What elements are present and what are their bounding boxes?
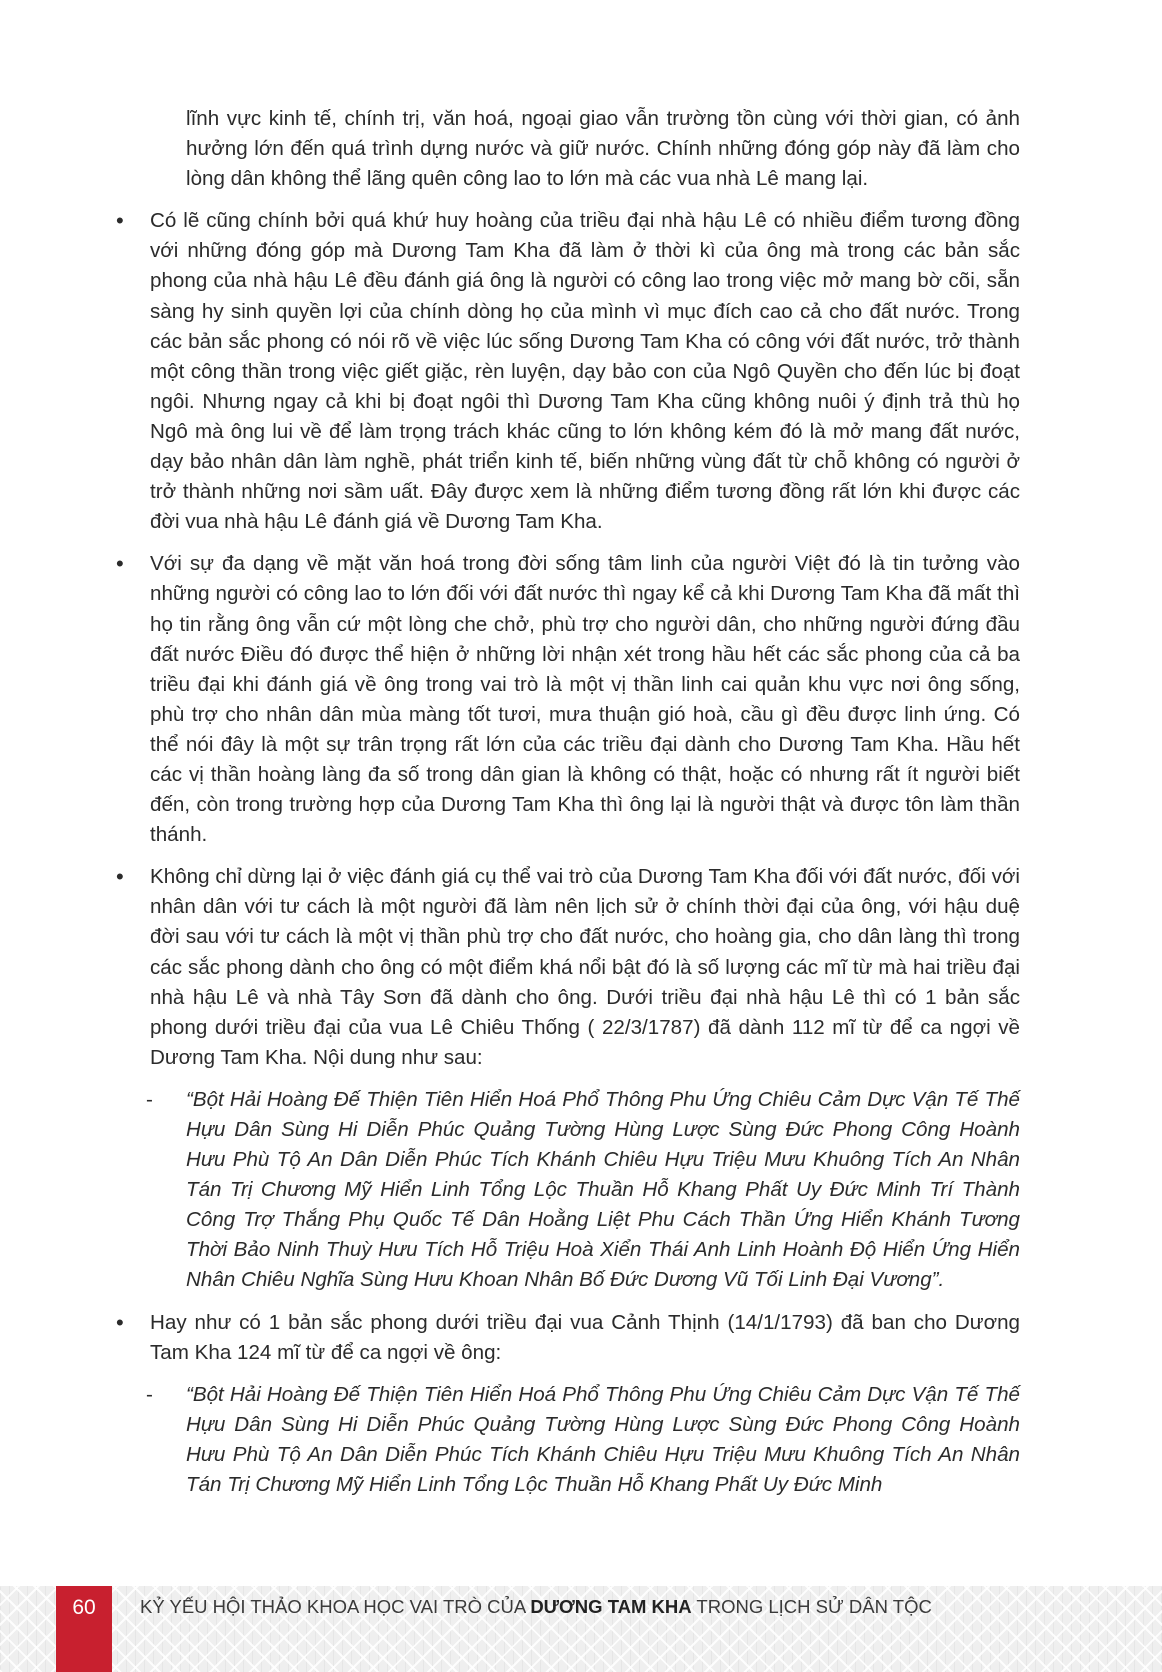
running-title-part: TRONG LỊCH SỬ DÂN TỘC [691,1596,932,1617]
page-body [116,104,1020,1512]
running-title [140,1596,932,1618]
bullet-icon: • [116,864,124,890]
bullet-paragraph-1 [116,206,1020,537]
bullet-paragraph-3 [116,862,1020,1073]
bullet-text: Không chỉ dừng lại ở việc đánh giá cụ thể vai trò của Dương Tam Kha đối với đất nước, đối với nhân dân với tư cách là một người đã làm nên lịch sử ở chính thời đại của ông, với hậu duệ đời sau với tư cách là một vị thần phù trợ cho đất nước, cho hoàng gia, cho dân làng thì trong các sắc phong dành cho ông có một điểm khá nổi bật đó là số lượng các mĩ từ mà hai triều đại nhà hậu Lê và nhà Tây Sơn đã dành cho ông. Dưới triều đại nhà hậu Lê thì có 1 bản sắc phong dưới triều đại của vua Lê Chiêu Thống ( 22/3/1787) đã dành 112 mĩ từ để ca ngợi về Dương Tam Kha. Nội dung như sau: [150,865,1020,1069]
bullet-paragraph-2 [116,549,1020,850]
bullet-icon: • [116,208,124,234]
dash-icon: - [146,1382,153,1406]
running-title-emphasis: DƯƠNG TAM KHA [530,1596,692,1617]
bullet-text: Có lẽ cũng chính bởi quá khứ huy hoàng của triều đại nhà hậu Lê có nhiều điểm tương đồng với những đóng góp mà Dương Tam Kha đã làm ở thời kì của ông mà trong các bản sắc phong của nhà hậu Lê đều đánh giá ông là người có công lao trong việc mở mang bờ cõi, sẵn sàng hy sinh quyền lợi của chính dòng họ của mình vì mục đích cao cả cho đất nước. Trong các bản sắc phong có nói rõ về việc lúc sống Dương Tam Kha có công với đất nước, trở thành một công thần trong việc giết giặc, rèn luyện, dạy bảo con của Ngô Quyền cho đến lúc bị đoạt ngôi. Nhưng ngay cả khi bị đoạt ngôi thì Dương Tam Kha cũng không nuôi ý định trả thù họ Ngô mà ông lui về để làm trọng trách khác cũng to lớn không kém đó là mở mang đất nước, dạy bảo nhân dân làm nghề, phát triển kinh tế, biến những vùng đất từ chỗ không có người ở trở thành những nơi sầm uất. Đây được xem là những điểm tương đồng rất lớn khi được các đời vua nhà hậu Lê đánh giá về Dương Tam Kha. [150,209,1020,534]
quote-text: “Bột Hải Hoàng Đế Thiện Tiên Hiển Hoá Phổ Thông Phu Ứng Chiêu Cảm Dực Vận Tế Thế Hựu Dân Sùng Hi Diễn Phúc Quảng Tường Hùng Lược Sùng Đức Phong Công Hoành Hưu Phù Tộ An Dân Diễn Phúc Tích Khánh Chiêu Hựu Triệu Mưu Khuông Tích An Nhân Tán Trị Chương Mỹ Hiển Linh Tổng Lộc Thuần Hỗ Khang Phất Uy Đức Minh [186,1382,1020,1497]
dash-icon: - [146,1087,153,1111]
bullet-text: Hay như có 1 bản sắc phong dưới triều đại vua Cảnh Thịnh (14/1/1793) đã ban cho Dương Tam Kha 124 mĩ từ để ca ngợi về ông: [150,1310,1020,1364]
quote-block-1 [116,1085,1020,1296]
bullet-icon: • [116,551,124,577]
running-title-part: KỶ YẾU HỘI THẢO KHOA HỌC VAI TRÒ CỦA [140,1596,531,1617]
quote-block-2 [116,1380,1020,1500]
bullet-icon: • [116,1309,124,1335]
quote-text: “Bột Hải Hoàng Đế Thiện Tiên Hiển Hoá Phổ Thông Phu Ứng Chiêu Cảm Dực Vận Tế Thế Hựu Dân Sùng Hi Diễn Phúc Quảng Tường Hùng Lược Sùng Đức Phong Công Hoành Hưu Phù Tộ An Dân Diễn Phúc Tích Khánh Chiêu Hựu Triệu Mưu Khuông Tích An Nhân Tán Trị Chương Mỹ Hiển Linh Tổng Lộc Thuần Hỗ Khang Phất Uy Đức Minh Trí Thành Công Trợ Thắng Phụ Quốc Tế Dân Hoằng Liệt Phu Cách Thần Ứng Hiển Khánh Tương Thời Bảo Ninh Thuỳ Hưu Tích Hỗ Triệu Hoà Xiển Thái Anh Linh Hoành Độ Hiển Ứng Hiển Nhân Chiêu Nghĩa Sùng Hưu Khoan Nhân Bố Đức Dương Vũ Tối Linh Đại Vương”. [186,1087,1020,1292]
bullet-paragraph-4 [116,1308,1020,1368]
page-footer [0,1586,1162,1672]
continued-paragraph: lĩnh vực kinh tế, chính trị, văn hoá, ngoại giao vẫn trường tồn cùng với thời gian, có ảnh hưởng lớn đến quá trình dựng nước và giữ nước. Chính những đóng góp này đã làm cho lòng dân không thể lãng quên công lao to lớn mà các vua nhà Lê mang lại. [186,107,1020,191]
bullet-text: Với sự đa dạng về mặt văn hoá trong đời sống tâm linh của người Việt đó là tin tưởng vào những người có công lao to lớn đối với đất nước thì ngay kể cả khi Dương Tam Kha đã mất thì họ tin rằng ông vẫn cứ một lòng che chở, phù trợ cho người dân, cho những người đứng đầu đất nước Điều đó được thể hiện ở những lời nhận xét trong hầu hết các sắc phong của cả ba triều đại khi đánh giá về ông trong vai trò là một vị thần linh cai quản khu vực nơi ông sống, phù trợ cho nhân dân mùa màng tốt tươi, mưa thuận gió hoà, cầu gì đều được linh ứng. Có thể nói đây là một sự trân trọng rất lớn của các triều đại dành cho Dương Tam Kha. Hầu hết các vị thần hoàng làng đa số trong dân gian là không có thật, hoặc có nhưng rất ít người biết đến, còn trong trường hợp của Dương Tam Kha thì ông lại là người thật và được tôn làm thần thánh. [150,552,1020,847]
page-number: 60 [56,1586,112,1672]
